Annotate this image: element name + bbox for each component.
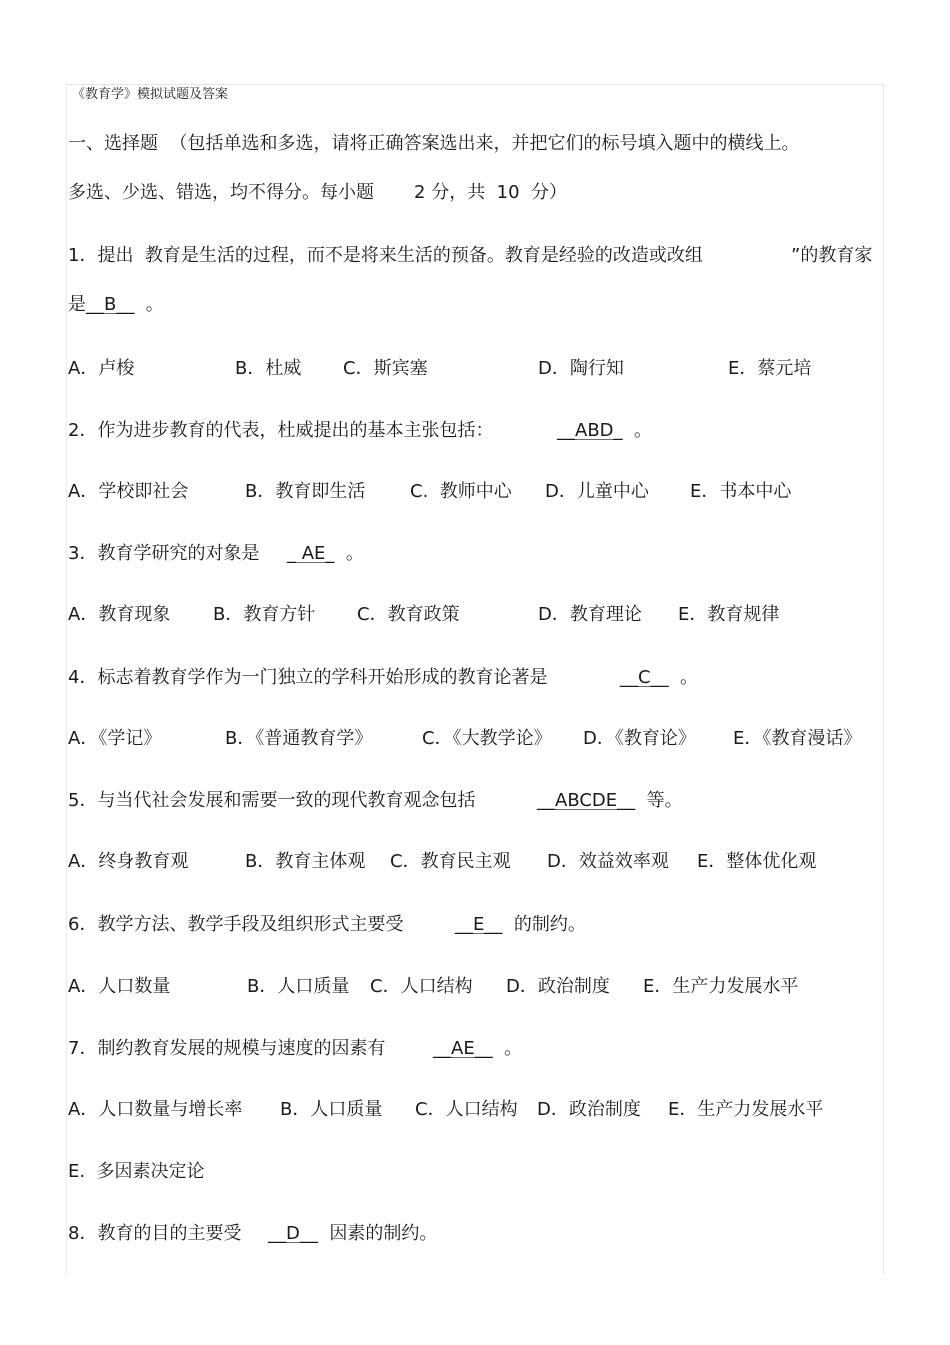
question-8-suffix: 因素的制约。 [317,1223,438,1244]
question-5-option-e: E．整体优化观 [697,851,817,872]
question-4-answer: __C__ [620,667,669,688]
question-5-answer: __ABCDE__ [537,790,636,811]
question-2-option-b: B．教育即生活 [245,481,366,502]
question-2-option-d: D．儿童中心 [545,481,649,502]
question-3-option-d: D．教育理论 [538,604,642,625]
question-2-suffix: 。 [622,420,652,441]
question-7-answer-line [433,1037,522,1061]
question-3-stem: 3．教育学研究的对象是 [68,543,260,564]
question-4-option-e: E．《教育漫话》 [733,728,862,749]
question-1-option-d: D．陶行知 [538,358,624,379]
question-7-option-e: E．生产力发展水平 [668,1099,824,1120]
question-7-option-c: C．人口结构 [415,1099,518,1120]
question-1-option-b: B．杜威 [235,358,302,379]
question-6-answer: __E__ [455,914,503,935]
question-2-option-a: A．学校即社会 [68,481,189,502]
question-3-answer-line [287,542,364,566]
question-1-stem-a: 1．提出 教育是生活的过程，而不是将来生活的预备。教育是经验的改造或改组 [68,245,703,266]
question-1-answer: __B__ [86,294,135,315]
question-1-stem-line2 [68,293,164,317]
question-1-stem-prefix: 是 [68,294,86,315]
question-8-stem: 8．教育的目的主要受 [68,1223,242,1244]
question-5-option-b: B．教育主体观 [245,851,366,872]
question-6-option-a: A．人口数量 [68,976,171,997]
question-7-suffix: 。 [492,1038,523,1059]
question-4-answer-line [620,666,698,690]
question-1-stem-suffix: 。 [134,294,164,315]
question-6-stem: 6．教学方法、教学手段及组织形式主要受 [68,914,404,935]
question-3-option-b: B．教育方针 [213,604,316,625]
question-2-answer: __ABD_ [557,420,623,441]
question-4-option-b: B．《普通教育学》 [225,728,373,749]
question-4-option-a: A．《学记》 [68,728,162,749]
question-7-option-b: B．人口质量 [280,1099,383,1120]
question-6-option-c: C．人口结构 [370,976,473,997]
question-6-suffix: 的制约。 [502,914,586,935]
question-4-suffix: 。 [668,667,699,688]
question-1-stem-b: ”的教育家 [791,245,873,266]
question-3-option-c: C．教育政策 [357,604,460,625]
question-4-stem: 4．标志着教育学作为一门独立的学科开始形成的教育论著是 [68,667,548,688]
question-7-option-d: D．政治制度 [537,1099,641,1120]
question-5-stem: 5．与当代社会发展和需要一致的现代教育观念包括 [68,790,476,811]
section-heading-line2: 多选、少选、错选，均不得分。每小题 2 分，共 10 分） [68,182,568,203]
question-3-option-a: A．教育现象 [68,604,171,625]
document-title: 《教育学》模拟试题及答案 [72,87,229,102]
question-6-option-d: D．政治制度 [506,976,610,997]
question-7-stem: 7．制约教育发展的规模与速度的因素有 [68,1038,386,1059]
question-8-answer-line [268,1222,437,1246]
question-7-extra-line: E. 多因素决定论 [68,1161,205,1182]
question-1-option-c: C．斯宾塞 [343,358,428,379]
question-5-option-c: C．教育民主观 [390,851,511,872]
question-1-stem-line1 [68,244,873,268]
question-3-answer: _ AE_ [287,543,335,564]
question-5-answer-line [537,789,683,813]
question-2-stem: 2．作为进步教育的代表，杜威提出的基本主张包括： [68,420,494,441]
section-heading-line1: 一、选择题 （包括单选和多选，请将正确答案选出来，并把它们的标号填入题中的横线上。 [68,133,800,154]
question-4-option-d: D．《教育论》 [583,728,696,749]
question-4-option-c: C．《大教学论》 [422,728,552,749]
question-6-option-b: B．人口质量 [247,976,350,997]
question-5-option-a: A．终身教育观 [68,851,189,872]
question-6-answer-line [455,913,586,937]
question-2-answer-line [557,419,652,443]
question-1-option-e: E．蔡元培 [728,358,812,379]
question-5-suffix: 等。 [635,790,683,811]
question-3-option-e: E．教育规律 [678,604,780,625]
question-5-option-d: D．效益效率观 [547,851,669,872]
question-2-option-c: C. 教师中心 [410,481,512,502]
question-8-answer: __D__ [268,1223,318,1244]
question-7-answer: __AE__ [433,1038,493,1059]
question-1-option-a: A．卢梭 [68,358,135,379]
question-6-option-e: E．生产力发展水平 [643,976,799,997]
question-2-option-e: E．书本中心 [690,481,792,502]
question-3-suffix: 。 [334,543,364,564]
question-7-option-a: A．人口数量与增长率 [68,1099,243,1120]
